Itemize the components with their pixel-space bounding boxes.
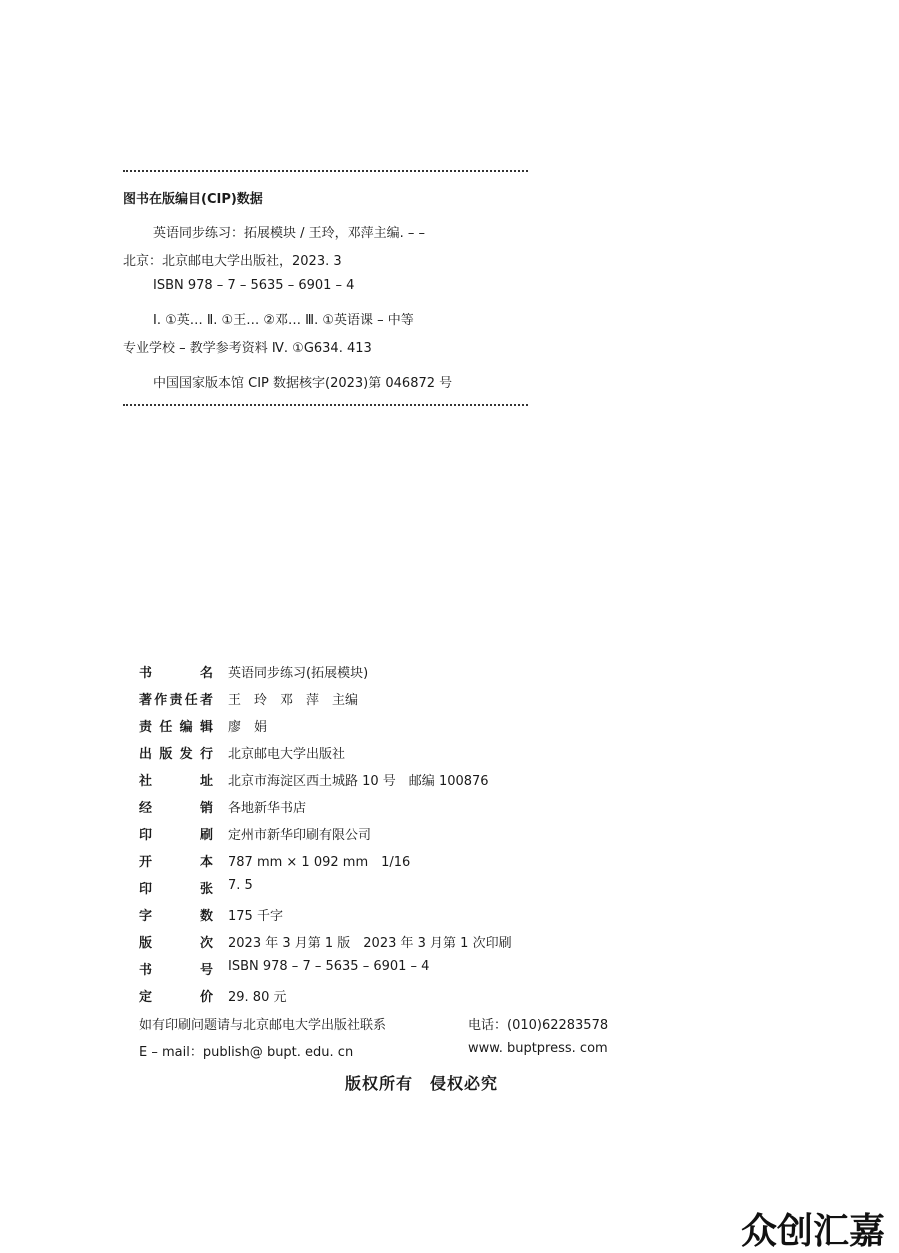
cip-bottom-divider [123, 404, 528, 406]
contact-phone: 电话：(010)62283578 [468, 1018, 609, 1033]
contact-issues: 如有印刷问题请与北京邮电大学出版社联系 [139, 1018, 387, 1033]
info-label: 字 数 [139, 909, 213, 924]
info-value: 175 千字 [228, 909, 283, 924]
info-label: 出 版 发 行 [139, 747, 213, 762]
info-value: 英语同步练习(拓展模块) [228, 666, 369, 681]
info-label: 社 址 [139, 774, 213, 789]
info-value: 2023 年 3 月第 1 版 2023 年 3 月第 1 次印刷 [228, 936, 512, 951]
info-value: 廖 娟 [228, 720, 268, 735]
info-label: 责 任 编 辑 [139, 720, 213, 735]
info-value: 29. 80 元 [228, 990, 287, 1005]
info-label: 书 名 [139, 666, 213, 681]
info-label: 印 刷 [139, 828, 213, 843]
info-label: 著 作 责 任 者 [139, 693, 213, 708]
info-value: 各地新华书店 [228, 801, 307, 816]
cip-line-2: 北京：北京邮电大学出版社，2023. 3 [123, 254, 342, 269]
contact-email: E – mail：publish@ bupt. edu. cn [139, 1045, 354, 1060]
info-value: 王 玲 邓 萍 主编 [228, 693, 359, 708]
cip-line-1: 英语同步练习：拓展模块 / 王玲，邓萍主编. – – [153, 226, 426, 241]
contact-website: www. buptpress. com [468, 1041, 608, 1056]
cip-line-3: ISBN 978 – 7 – 5635 – 6901 – 4 [153, 278, 355, 293]
info-label: 版 次 [139, 936, 213, 951]
info-label: 经 销 [139, 801, 213, 816]
copyright-notice: 版权所有 侵权必究 [345, 1074, 499, 1093]
info-value: 787 mm × 1 092 mm 1/16 [228, 855, 411, 870]
info-value: 北京市海淀区西土城路 10 号 邮编 100876 [228, 774, 489, 789]
info-value: 定州市新华印刷有限公司 [228, 828, 372, 843]
cip-line-4: Ⅰ. ①英… Ⅱ. ①王… ②邓… Ⅲ. ①英语课 – 中等 [153, 313, 414, 328]
cip-title: 图书在版编目(CIP)数据 [123, 192, 263, 207]
brand-watermark: 众创汇嘉 [741, 1211, 886, 1252]
info-value: 7. 5 [228, 878, 253, 893]
cip-top-divider [123, 170, 528, 172]
info-label: 定 价 [139, 990, 213, 1005]
info-label: 开 本 [139, 855, 213, 870]
cip-line-6: 中国国家版本馆 CIP 数据核字(2023)第 046872 号 [153, 376, 453, 391]
info-label: 印 张 [139, 882, 213, 897]
cip-line-5: 专业学校 – 教学参考资料 Ⅳ. ①G634. 413 [123, 341, 372, 356]
info-value: ISBN 978 – 7 – 5635 – 6901 – 4 [228, 959, 430, 974]
info-label: 书 号 [139, 963, 213, 978]
info-value: 北京邮电大学出版社 [228, 747, 346, 762]
